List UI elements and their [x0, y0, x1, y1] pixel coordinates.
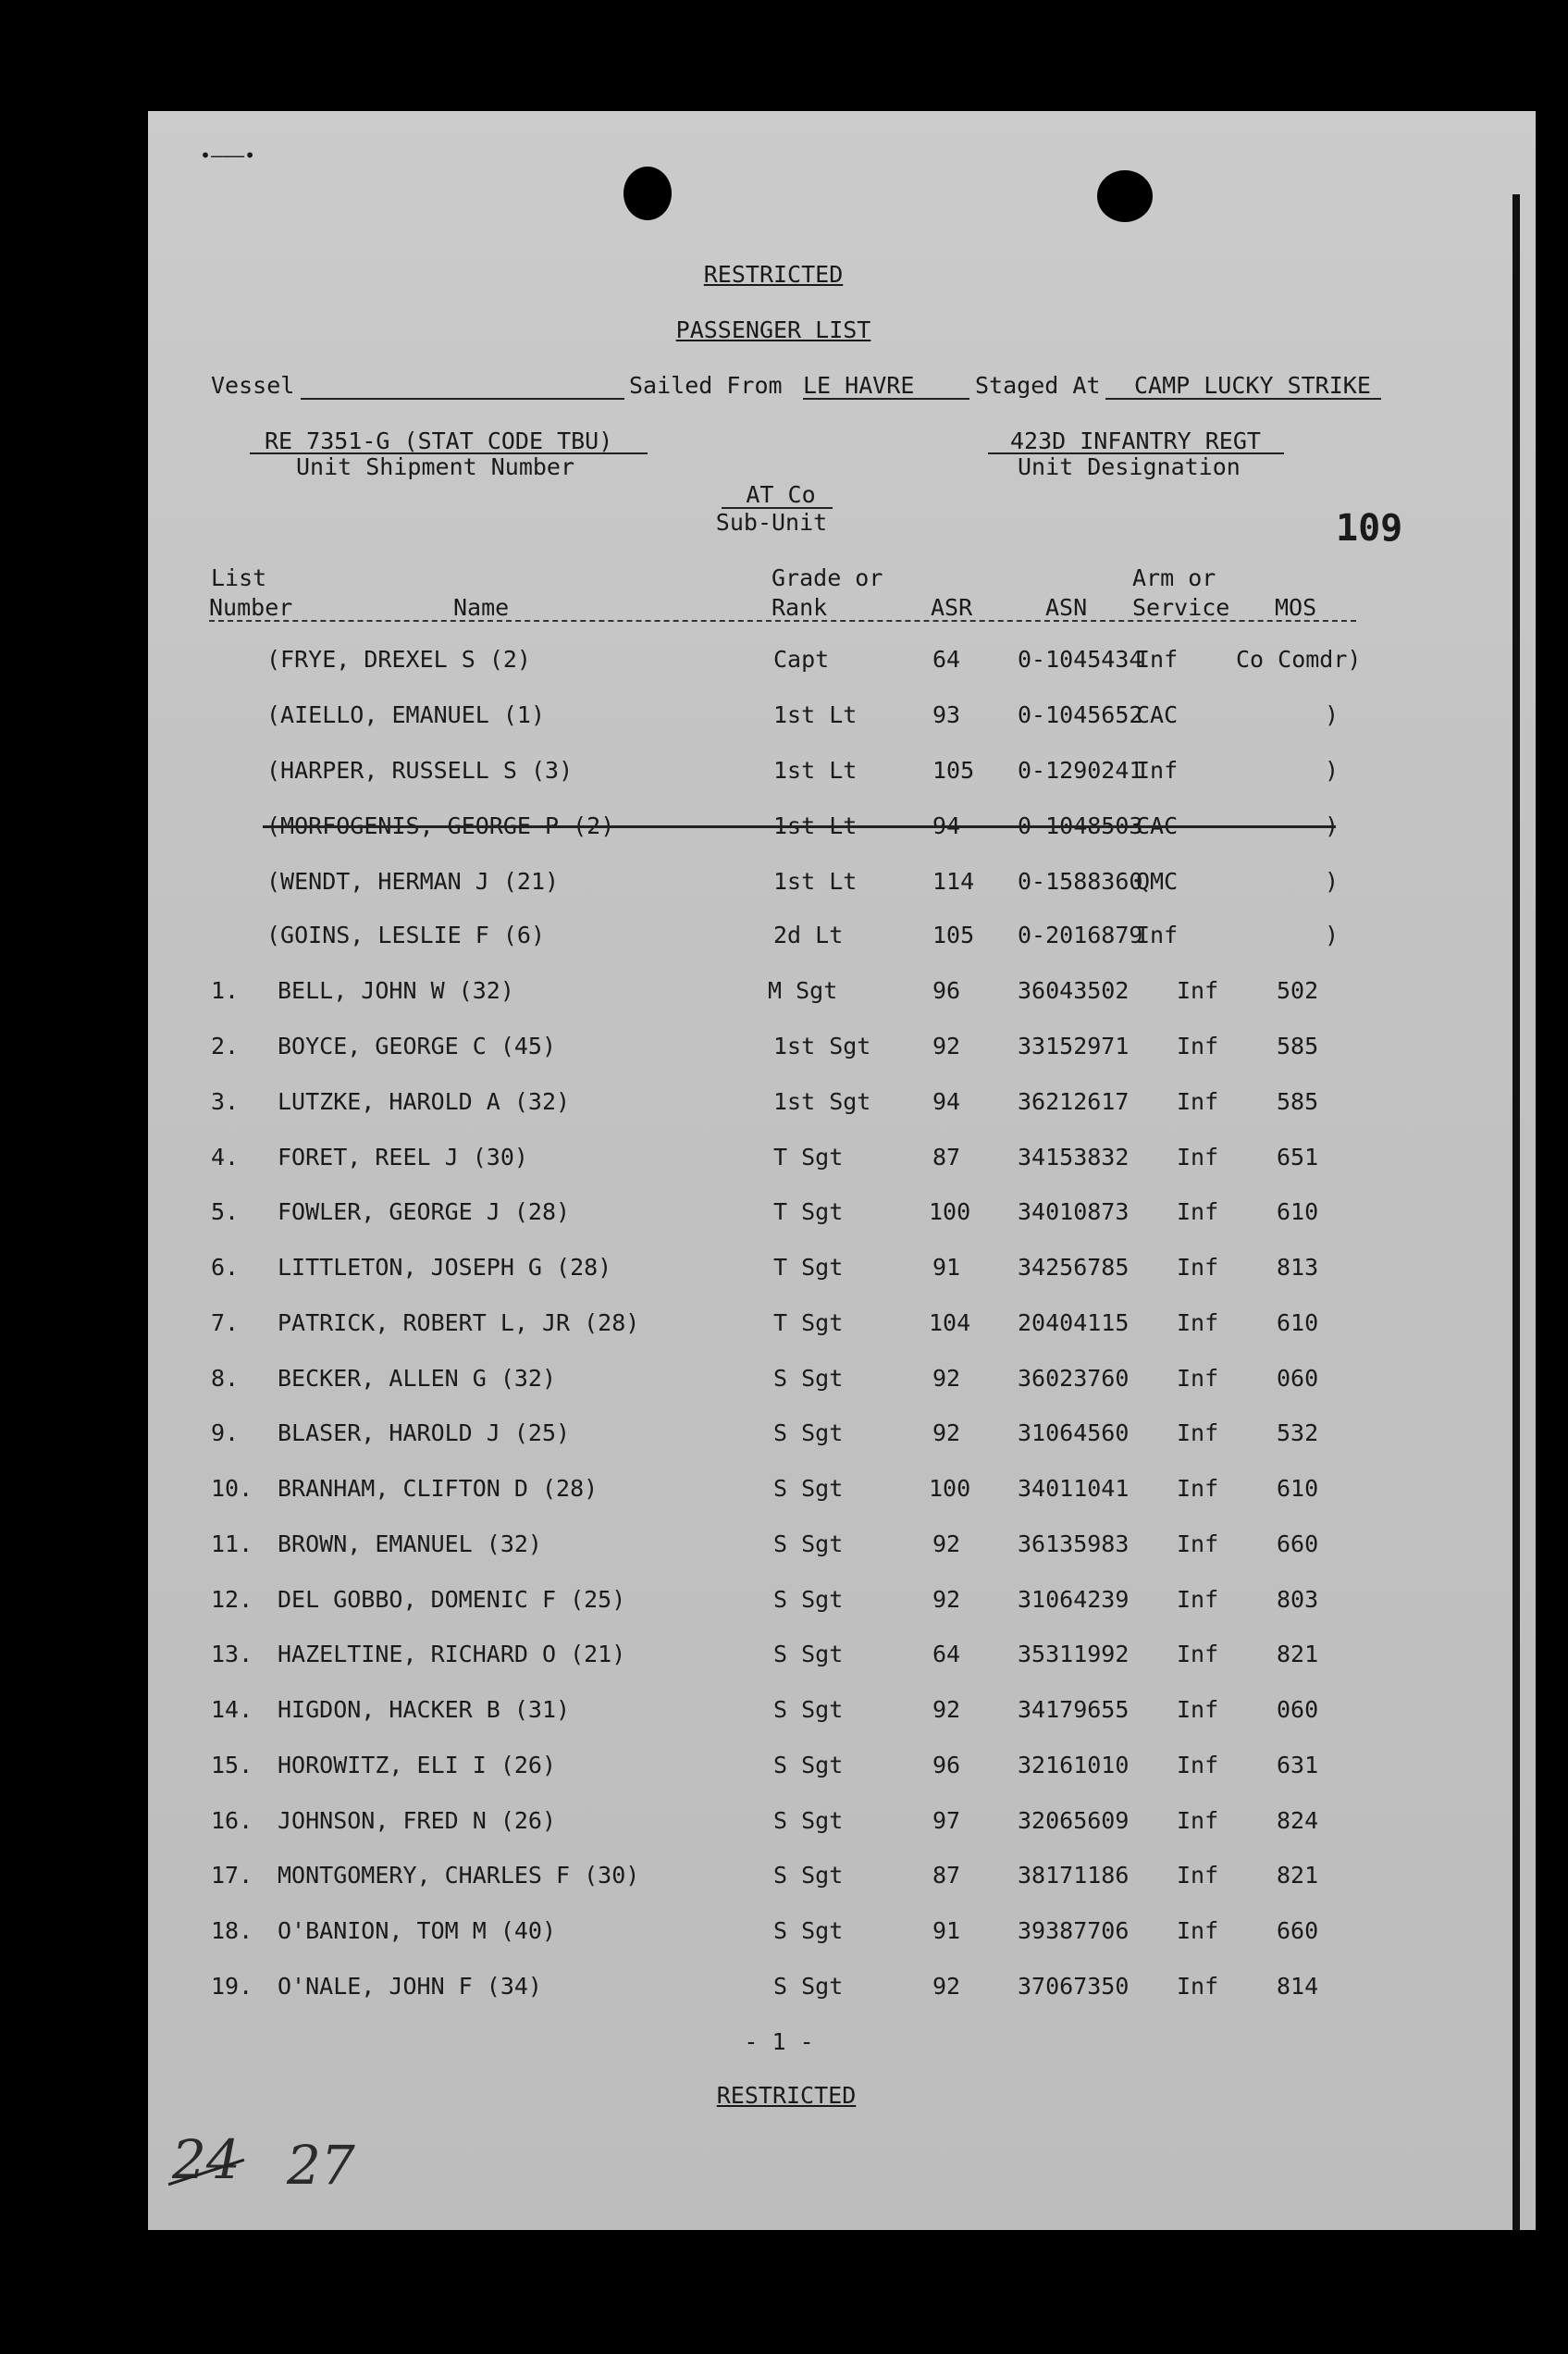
staged-at-line — [1105, 398, 1381, 400]
enlisted-name: LUTZKE, HAROLD A (32) — [278, 1088, 571, 1115]
enlisted-arm: Inf — [1177, 1641, 1219, 1667]
enlisted-rank: S Sgt — [773, 1973, 844, 2000]
enlisted-rank: S Sgt — [773, 1917, 844, 1944]
enlisted-asn: 34011041 — [1018, 1475, 1130, 1502]
enlisted-asn: 36023760 — [1018, 1365, 1130, 1392]
enlisted-arm: Inf — [1177, 1419, 1219, 1446]
list-number: 8. — [211, 1365, 240, 1392]
officer-rank: 1st Lt — [773, 812, 858, 839]
corner-mark: •———• — [200, 144, 256, 167]
document-title: PASSENGER LIST — [675, 316, 871, 343]
enlisted-asr: 92 — [932, 1586, 961, 1613]
enlisted-asn: 38171186 — [1018, 1862, 1130, 1889]
col-grade-top: Grade or — [772, 564, 883, 591]
enlisted-arm: Inf — [1177, 1033, 1219, 1059]
list-number: 19. — [211, 1973, 253, 2000]
enlisted-arm: Inf — [1177, 1365, 1219, 1392]
officer-arm: QMC — [1136, 868, 1179, 895]
enlisted-rank: S Sgt — [773, 1365, 844, 1392]
enlisted-arm: Inf — [1177, 1586, 1219, 1613]
enlisted-rank: T Sgt — [773, 1198, 844, 1225]
enlisted-asn: 35311992 — [1018, 1641, 1130, 1667]
enlisted-asr: 92 — [932, 1530, 961, 1557]
officer-asn: 0-2016879 — [1018, 922, 1143, 948]
enlisted-asn: 33152971 — [1018, 1033, 1130, 1059]
enlisted-asr: 92 — [932, 1696, 961, 1723]
page-number: 109 — [1336, 507, 1403, 550]
officer-mos: ) — [1325, 757, 1340, 784]
officer-rank: Capt — [773, 646, 830, 673]
enlisted-asn: 32065609 — [1018, 1807, 1130, 1834]
enlisted-name: BLASER, HAROLD J (25) — [278, 1419, 571, 1446]
enlisted-arm: Inf — [1177, 1917, 1219, 1944]
officer-name: (GOINS, LESLIE F (6) — [266, 922, 546, 948]
col-list-bottom: Number — [209, 594, 293, 621]
enlisted-asr: 87 — [932, 1144, 961, 1171]
enlisted-asr: 92 — [932, 1033, 961, 1059]
enlisted-name: O'BANION, TOM M (40) — [278, 1917, 557, 1944]
enlisted-rank: S Sgt — [773, 1862, 844, 1889]
list-number: 9. — [211, 1419, 240, 1446]
enlisted-rank: S Sgt — [773, 1475, 844, 1502]
enlisted-name: PATRICK, ROBERT L, JR (28) — [278, 1309, 640, 1336]
handwritten-number: 27 — [287, 2134, 355, 2197]
officer-asr: 114 — [932, 868, 975, 895]
enlisted-asr: 92 — [932, 1419, 961, 1446]
enlisted-asr: 64 — [932, 1641, 961, 1667]
enlisted-rank: 1st Sgt — [773, 1033, 871, 1059]
col-asr: ASR — [931, 594, 973, 621]
restricted-header: RESTRICTED — [703, 261, 844, 288]
enlisted-name: HOROWITZ, ELI I (26) — [278, 1752, 557, 1778]
enlisted-asn: 31064239 — [1018, 1586, 1130, 1613]
enlisted-mos: 610 — [1277, 1198, 1319, 1225]
enlisted-asn: 37067350 — [1018, 1973, 1130, 2000]
enlisted-rank: T Sgt — [773, 1144, 844, 1171]
enlisted-arm: Inf — [1177, 1696, 1219, 1723]
enlisted-rank: 1st Sgt — [773, 1088, 871, 1115]
enlisted-asr: 100 — [929, 1198, 971, 1225]
enlisted-name: HIGDON, HACKER B (31) — [278, 1696, 571, 1723]
enlisted-arm: Inf — [1177, 1198, 1219, 1225]
list-number: 10. — [211, 1475, 253, 1502]
enlisted-asn: 20404115 — [1018, 1309, 1130, 1336]
list-number: 7. — [211, 1309, 240, 1336]
officer-mos: Co Comdr) — [1236, 646, 1362, 673]
enlisted-asr: 91 — [932, 1917, 961, 1944]
enlisted-mos: 502 — [1277, 977, 1319, 1004]
enlisted-name: FOWLER, GEORGE J (28) — [278, 1198, 571, 1225]
staged-at-value: CAMP LUCKY STRIKE — [1134, 372, 1371, 399]
enlisted-rank: S Sgt — [773, 1586, 844, 1613]
enlisted-rank: T Sgt — [773, 1309, 844, 1336]
enlisted-asr: 104 — [929, 1309, 971, 1336]
officer-name: (HARPER, RUSSELL S (3) — [266, 757, 574, 784]
enlisted-mos: 651 — [1277, 1144, 1319, 1171]
officer-asn: 0-1045652 — [1018, 701, 1143, 728]
col-name: Name — [453, 594, 510, 621]
enlisted-mos: 631 — [1277, 1752, 1319, 1778]
enlisted-asn: 34256785 — [1018, 1254, 1130, 1281]
page-footer-number: - 1 - — [744, 2028, 814, 2055]
enlisted-name: JOHNSON, FRED N (26) — [278, 1807, 557, 1834]
enlisted-asn: 34179655 — [1018, 1696, 1130, 1723]
col-arm-top: Arm or — [1132, 564, 1216, 591]
officer-arm: CAC — [1136, 812, 1179, 839]
officer-arm: Inf — [1136, 922, 1179, 948]
list-number: 15. — [211, 1752, 253, 1778]
sailed-from-line — [803, 398, 969, 400]
enlisted-asn: 36212617 — [1018, 1088, 1130, 1115]
enlisted-rank: M Sgt — [768, 977, 838, 1004]
officer-mos: ) — [1325, 922, 1340, 948]
officer-rank: 1st Lt — [773, 868, 858, 895]
enlisted-asn: 36043502 — [1018, 977, 1130, 1004]
enlisted-mos: 060 — [1277, 1365, 1319, 1392]
col-list-top: List — [211, 564, 267, 591]
handwritten-struck-number: 24 — [172, 2128, 241, 2191]
enlisted-rank: S Sgt — [773, 1807, 844, 1834]
enlisted-asr: 91 — [932, 1254, 961, 1281]
officer-asn: 0-1588360 — [1018, 868, 1143, 895]
sailed-from-value: LE HAVRE — [803, 372, 915, 399]
enlisted-mos: 824 — [1277, 1807, 1319, 1834]
list-number: 12. — [211, 1586, 253, 1613]
officer-asr: 105 — [932, 757, 975, 784]
officer-asn: 0-1290241 — [1018, 757, 1143, 784]
unit-designation-label: Unit Designation — [1018, 453, 1241, 480]
list-number: 17. — [211, 1862, 253, 1889]
sailed-from-label: Sailed From — [629, 372, 783, 399]
list-number: 14. — [211, 1696, 253, 1723]
enlisted-name: LITTLETON, JOSEPH G (28) — [278, 1254, 612, 1281]
list-number: 6. — [211, 1254, 240, 1281]
officer-mos: ) — [1325, 868, 1340, 895]
officer-asr: 94 — [932, 812, 961, 839]
enlisted-name: DEL GOBBO, DOMENIC F (25) — [278, 1586, 626, 1613]
officer-arm: CAC — [1136, 701, 1179, 728]
enlisted-arm: Inf — [1177, 1752, 1219, 1778]
officer-asn: 0-1045434 — [1018, 646, 1143, 673]
list-number: 16. — [211, 1807, 253, 1834]
enlisted-name: MONTGOMERY, CHARLES F (30) — [278, 1862, 640, 1889]
enlisted-name: HAZELTINE, RICHARD O (21) — [278, 1641, 626, 1667]
enlisted-asn: 32161010 — [1018, 1752, 1130, 1778]
enlisted-mos: 803 — [1277, 1586, 1319, 1613]
enlisted-mos: 585 — [1277, 1088, 1319, 1115]
list-number: 1. — [211, 977, 240, 1004]
enlisted-mos: 585 — [1277, 1033, 1319, 1059]
col-arm-bottom: Service — [1132, 594, 1230, 621]
list-number: 11. — [211, 1530, 253, 1557]
officer-asr: 93 — [932, 701, 961, 728]
officer-asr: 64 — [932, 646, 961, 673]
punch-hole-left — [623, 167, 672, 220]
header-dashed-rule — [209, 620, 1356, 622]
enlisted-arm: Inf — [1177, 1475, 1219, 1502]
officer-arm: Inf — [1136, 646, 1179, 673]
sub-unit-value: AT Co — [746, 481, 816, 508]
officer-name: (FRYE, DREXEL S (2) — [266, 646, 531, 673]
punch-hole-right — [1097, 170, 1153, 222]
unit-shipment-label: Unit Shipment Number — [296, 453, 575, 480]
enlisted-arm: Inf — [1177, 1088, 1219, 1115]
vessel-blank-line — [301, 398, 624, 400]
enlisted-rank: S Sgt — [773, 1752, 844, 1778]
list-number: 2. — [211, 1033, 240, 1059]
col-asn: ASN — [1045, 594, 1088, 621]
enlisted-arm: Inf — [1177, 977, 1219, 1004]
enlisted-asr: 96 — [932, 1752, 961, 1778]
list-number: 18. — [211, 1917, 253, 1944]
enlisted-mos: 610 — [1277, 1475, 1319, 1502]
strike-through-line — [263, 825, 1336, 828]
enlisted-asn: 34153832 — [1018, 1144, 1130, 1171]
enlisted-rank: S Sgt — [773, 1696, 844, 1723]
enlisted-rank: S Sgt — [773, 1419, 844, 1446]
enlisted-arm: Inf — [1177, 1807, 1219, 1834]
officer-name: (WENDT, HERMAN J (21) — [266, 868, 560, 895]
enlisted-arm: Inf — [1177, 1530, 1219, 1557]
enlisted-name: BROWN, EMANUEL (32) — [278, 1530, 542, 1557]
sub-unit-label: Sub-Unit — [715, 509, 828, 536]
enlisted-mos: 821 — [1277, 1641, 1319, 1667]
enlisted-asn: 36135983 — [1018, 1530, 1130, 1557]
list-number: 5. — [211, 1198, 240, 1225]
enlisted-asn: 34010873 — [1018, 1198, 1130, 1225]
enlisted-asn: 39387706 — [1018, 1917, 1130, 1944]
enlisted-asn: 31064560 — [1018, 1419, 1130, 1446]
enlisted-arm: Inf — [1177, 1254, 1219, 1281]
enlisted-mos: 060 — [1277, 1696, 1319, 1723]
page-edge-shadow — [1512, 194, 1520, 2230]
col-mos: MOS — [1275, 594, 1317, 621]
enlisted-asr: 100 — [929, 1475, 971, 1502]
restricted-footer: RESTRICTED — [716, 2082, 857, 2109]
enlisted-name: BRANHAM, CLIFTON D (28) — [278, 1475, 599, 1502]
enlisted-mos: 610 — [1277, 1309, 1319, 1336]
enlisted-asr: 94 — [932, 1088, 961, 1115]
officer-name: (AIELLO, EMANUEL (1) — [266, 701, 546, 728]
enlisted-rank: S Sgt — [773, 1530, 844, 1557]
enlisted-asr: 87 — [932, 1862, 961, 1889]
unit-shipment-value: RE 7351-G (STAT CODE TBU) — [265, 427, 613, 454]
officer-name: (MORFOGENIS, GEORGE P (2) — [266, 812, 615, 839]
officer-rank: 2d Lt — [773, 922, 844, 948]
enlisted-arm: Inf — [1177, 1309, 1219, 1336]
enlisted-name: BELL, JOHN W (32) — [278, 977, 514, 1004]
enlisted-asr: 92 — [932, 1973, 961, 2000]
enlisted-rank: S Sgt — [773, 1641, 844, 1667]
enlisted-mos: 813 — [1277, 1254, 1319, 1281]
enlisted-mos: 660 — [1277, 1530, 1319, 1557]
enlisted-name: O'NALE, JOHN F (34) — [278, 1973, 542, 2000]
list-number: 3. — [211, 1088, 240, 1115]
list-number: 13. — [211, 1641, 253, 1667]
enlisted-asr: 97 — [932, 1807, 961, 1834]
officer-asn: 0-1048503 — [1018, 812, 1143, 839]
officer-mos: ) — [1325, 701, 1340, 728]
enlisted-rank: T Sgt — [773, 1254, 844, 1281]
enlisted-name: FORET, REEL J (30) — [278, 1144, 528, 1171]
enlisted-name: BOYCE, GEORGE C (45) — [278, 1033, 557, 1059]
enlisted-mos: 821 — [1277, 1862, 1319, 1889]
enlisted-mos: 532 — [1277, 1419, 1319, 1446]
list-number: 4. — [211, 1144, 240, 1171]
col-grade-bottom: Rank — [772, 594, 828, 621]
enlisted-name: BECKER, ALLEN G (32) — [278, 1365, 557, 1392]
enlisted-arm: Inf — [1177, 1862, 1219, 1889]
officer-asr: 105 — [932, 922, 975, 948]
enlisted-mos: 814 — [1277, 1973, 1319, 2000]
enlisted-asr: 92 — [932, 1365, 961, 1392]
officer-arm: Inf — [1136, 757, 1179, 784]
enlisted-arm: Inf — [1177, 1973, 1219, 2000]
enlisted-mos: 660 — [1277, 1917, 1319, 1944]
enlisted-arm: Inf — [1177, 1144, 1219, 1171]
unit-designation-value: 423D INFANTRY REGT — [1010, 427, 1261, 454]
officer-rank: 1st Lt — [773, 701, 858, 728]
vessel-label: Vessel — [211, 372, 295, 399]
officer-rank: 1st Lt — [773, 757, 858, 784]
officer-mos: ) — [1325, 812, 1340, 839]
enlisted-asr: 96 — [932, 977, 961, 1004]
staged-at-label: Staged At — [975, 372, 1101, 399]
